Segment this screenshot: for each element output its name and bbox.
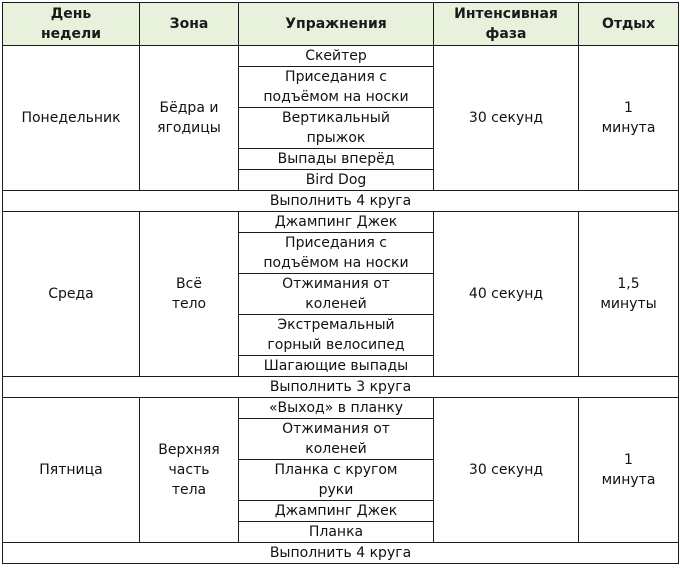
- rest-cell: 1,5 минуты: [579, 212, 679, 377]
- exercise-cell: Планка с кругом руки: [239, 460, 434, 501]
- exercise-cell: Выпады вперёд: [239, 149, 434, 170]
- summary-cell: Выполнить 4 круга: [3, 543, 679, 564]
- zone-cell: Всё тело: [140, 212, 239, 377]
- exercise-cell: Отжимания от коленей: [239, 419, 434, 460]
- exercise-cell: Планка: [239, 522, 434, 543]
- exercise-cell: Скейтер: [239, 46, 434, 67]
- table-row: [3, 46, 679, 67]
- header-row: [3, 3, 679, 46]
- table-row: [3, 212, 679, 233]
- intensive-cell: 30 секунд: [434, 398, 579, 543]
- summary-row: [3, 191, 679, 212]
- exercise-cell: Приседания с подъёмом на носки: [239, 67, 434, 108]
- zone-cell: Верхняя часть тела: [140, 398, 239, 543]
- header-intensive: Интенсивная фаза: [434, 3, 579, 46]
- summary-row: [3, 543, 679, 564]
- header-day: День недели: [3, 3, 140, 46]
- rest-cell: 1 минута: [579, 398, 679, 543]
- exercise-cell: Джампинг Джек: [239, 212, 434, 233]
- day-cell: Понедельник: [3, 46, 140, 191]
- header-exercises: Упражнения: [239, 3, 434, 46]
- exercise-cell: Приседания с подъёмом на носки: [239, 233, 434, 274]
- exercise-cell: Bird Dog: [239, 170, 434, 191]
- header-zone: Зона: [140, 3, 239, 46]
- exercise-cell: Отжимания от коленей: [239, 274, 434, 315]
- exercise-cell: Джампинг Джек: [239, 501, 434, 522]
- exercise-cell: Шагающие выпады: [239, 356, 434, 377]
- exercise-cell: Вертикальный прыжок: [239, 108, 434, 149]
- table-row: [3, 398, 679, 419]
- summary-cell: Выполнить 4 круга: [3, 191, 679, 212]
- intensive-cell: 40 секунд: [434, 212, 579, 377]
- workout-table: [2, 2, 679, 564]
- exercise-cell: Экстремальный горный велосипед: [239, 315, 434, 356]
- intensive-cell: 30 секунд: [434, 46, 579, 191]
- day-cell: Пятница: [3, 398, 140, 543]
- exercise-cell: «Выход» в планку: [239, 398, 434, 419]
- summary-row: [3, 377, 679, 398]
- summary-cell: Выполнить 3 круга: [3, 377, 679, 398]
- rest-cell: 1 минута: [579, 46, 679, 191]
- header-rest: Отдых: [579, 3, 679, 46]
- zone-cell: Бёдра и ягодицы: [140, 46, 239, 191]
- day-cell: Среда: [3, 212, 140, 377]
